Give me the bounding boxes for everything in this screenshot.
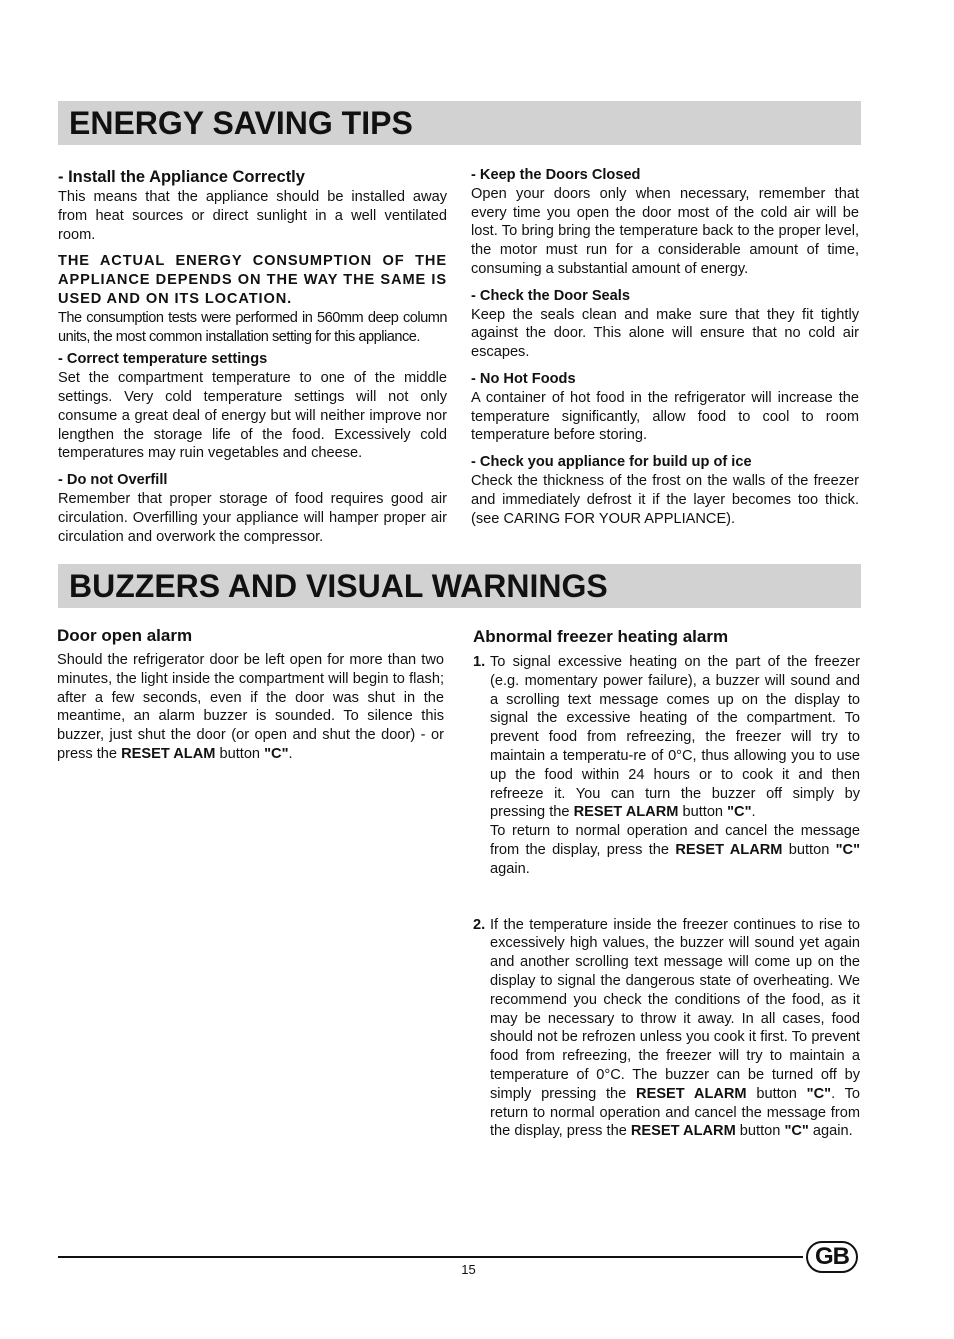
seals-heading: - Check the Door Seals (471, 287, 630, 304)
page-number: 15 (461, 1262, 476, 1277)
doors-text: Open your doors only when necessary, remember that every time you open the door most of the cold air will be lost. To bring bring the temperature back to the proper level, the motor must run for a considerable amount of time, consuming a substantial amount of energy. (471, 185, 859, 277)
item-1-text: To signal excessive heating on the part of the freezer (e.g. momentary power failure), a buzzer will sound and a scrolling text message comes up on the display to signal the excessive heating of the compartment. To prevent food from refreezing, the freezer will try to maintain a temperatu-re of 0°C, thus allowing you to use up the food within 24 hours or to cook it and then refreeze it. You can turn the buzzer off simply by pressing the RESET ALARM button "C". (490, 654, 860, 821)
temperature-heading: - Correct temperature settings (58, 351, 268, 368)
item-1-return-text: To return to normal operation and cancel the message from the display, press the RESET ALARM button "C" again. (490, 823, 861, 877)
freezer-alarm-heading: Abnormal freezer heating alarm (473, 627, 729, 646)
energy-section-title: ENERGY SAVING TIPS (58, 101, 861, 145)
consumption-notice: THE ACTUAL ENERGY CONSUMPTION OF THE APPLIANCE DEPENDS ON THE WAY THE SAME IS USED AND ON ITS LOCATION. (58, 253, 447, 307)
overfill-heading: - Do not Overfill (58, 472, 168, 489)
freezer-alarm-item-2 (473, 916, 860, 1142)
hot-foods-heading: - No Hot Foods (471, 370, 576, 387)
doors-heading: - Keep the Doors Closed (471, 167, 641, 183)
ice-text: Check the thickness of the frost on the walls of the freezer and immediately defrost it if the layer becomes too thick. (see CARING FOR YOUR APPLIANCE). (471, 472, 859, 527)
hot-foods-text: A container of hot food in the refrigerator will increase the temperature significantly, allow food to cool to room temperature before storing. (471, 389, 859, 444)
item-2-number: 2. (473, 916, 486, 933)
energy-left-column (58, 166, 447, 546)
freezer-alarm-item-1 (473, 653, 860, 879)
freezer-alarm-column (473, 626, 860, 1141)
door-alarm-heading: Door open alarm (57, 626, 193, 645)
item-2-text: If the temperature inside the freezer continues to rise to excessively high values, the buzzer will sound yet again and another scrolling text message will come up on the display to signal the dangerous state of overheating. We recommend you check the conditions of the food, as it may be necessary to throw it away. In all cases, food should not be refrozen unless you cook it first. To prevent food from refreezing, the freezer will try to maintain a temperature of 0°C. The buzzer can be turned off by simply pressing the RESET ALARM button "C". To return to normal operation and cancel the message from the display, press the RESET ALARM button "C" again. (490, 916, 861, 1140)
door-alarm-text: Should the refrigerator door be left open for more than two minutes, the light inside the compartment will begin to flash; after a few seconds, even if the door was shut in the meantime, an alarm buzzer is sounded. To silence this buzzer, just shut the door (or open and shut the door) - or press the RESET ALAM button "C". (57, 652, 444, 762)
temperature-text: Set the compartment temperature to one of the middle settings. Very cold temperature settings will not only consume a great deal of energy but will neither improve nor lengthen the storage life of the food. Excessively cold temperatures may ruin vegetables and cheese. (58, 370, 447, 462)
install-text: This means that the appliance should be installed away from heat sources or direct sunlight in a well ventilated room. (58, 189, 447, 243)
ice-heading: - Check you appliance for build up of ice (471, 454, 752, 471)
consumption-text: The consumption tests were performed in 560mm deep column units, the most common installation setting for this appliance. (58, 309, 447, 345)
door-alarm-column (57, 625, 444, 764)
energy-right-column (471, 166, 859, 528)
install-heading: - Install the Appliance Correctly (58, 168, 305, 186)
item-1-number: 1. (473, 654, 486, 670)
footer-rule (58, 1256, 803, 1258)
overfill-text: Remember that proper storage of food requires good air circulation. Overfilling your appliance will hamper proper air circulation and overwork the compressor. (58, 490, 447, 545)
buzzers-section-title: BUZZERS AND VISUAL WARNINGS (58, 564, 861, 608)
seals-text: Keep the seals clean and make sure that they fit tightly against the door. This alone will ensure that no cold air escapes. (471, 306, 859, 361)
language-badge: GB (806, 1241, 858, 1273)
